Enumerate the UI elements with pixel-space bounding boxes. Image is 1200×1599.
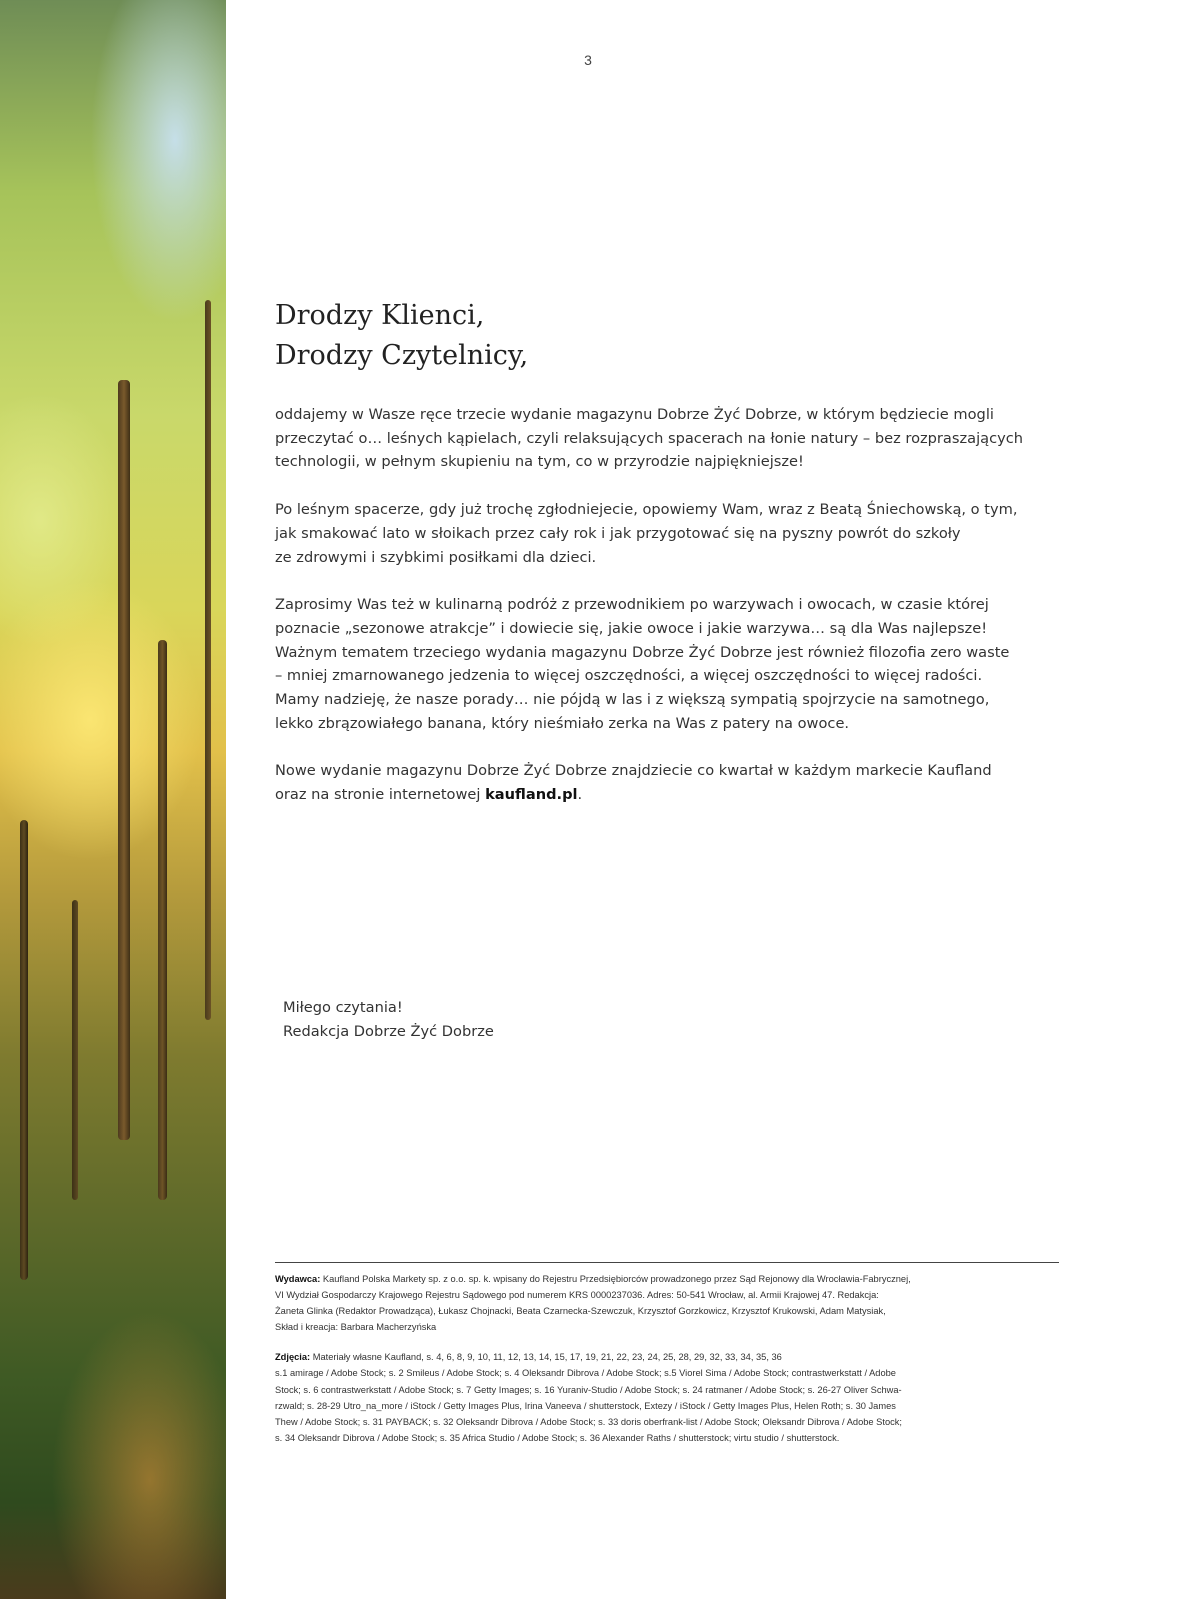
publisher-text: Kaufland Polska Markety sp. z o.o. sp. k. wpisany do Rejestru Przedsiębiorców prowadzonego przez Sąd Rejonowy dla Wrocławia-Fabrycznej, — [320, 1274, 911, 1284]
forest-photo — [0, 0, 226, 1599]
text-line: – mniej zmarnowanego jedzenia to więcej oszczędności, a więcej oszczędności to więcej radości. — [275, 667, 983, 685]
text-line: Thew / Adobe Stock; s. 31 PAYBACK; s. 32 Oleksandr Dibrova / Adobe Stock; s. 33 doris oberfrank-list / Adobe Stock; Oleksandr Dibrova / Adobe Stock; — [275, 1416, 902, 1427]
paragraph — [275, 593, 1065, 735]
closing-punctuation: . — [577, 786, 583, 804]
closing-paragraph — [275, 759, 1065, 806]
tree-trunk — [205, 300, 211, 1020]
tree-trunk — [118, 380, 130, 1140]
text-line: Po leśnym spacerze, gdy już trochę zgłodniejecie, opowiemy Wam, wraz z Beatą Śniechowską, o tym, — [275, 501, 1018, 519]
text-line: poznacie „sezonowe atrakcje” i dowiecie się, jakie owoce i jakie warzywa… są dla Was najlepsze! — [275, 619, 988, 637]
paragraph — [275, 498, 1065, 569]
salutation — [275, 296, 875, 376]
tree-trunk — [158, 640, 167, 1200]
tree-trunk — [20, 820, 28, 1280]
website-link[interactable]: kaufland.pl — [485, 786, 578, 804]
text-line: oddajemy w Wasze ręce trzecie wydanie magazynu Dobrze Żyć Dobrze, w którym będziecie mogli — [275, 406, 994, 423]
text-line — [275, 1271, 1065, 1287]
text-line: przeczytać o… leśnych kąpielach, czyli relaksujących spacerach na łonie natury – bez rozpraszających — [275, 429, 1024, 447]
salutation-line: Drodzy Czytelnicy, — [275, 340, 529, 371]
signature: Redakcja Dobrze Żyć Dobrze — [283, 1022, 494, 1040]
tree-trunk — [72, 900, 78, 1200]
text-line: s.1 amirage / Adobe Stock; s. 2 Smileus / Adobe Stock; s. 4 Oleksandr Dibrova / Adobe Stock; s.5 Viorel Sima / Adobe Stock; contrastwerkstatt / Adobe — [275, 1368, 896, 1379]
text-line: Nowe wydanie magazynu Dobrze Żyć Dobrze znajdziecie co kwartał w każdym markecie Kaufland — [275, 762, 992, 780]
text-line: ze zdrowymi i szybkimi posiłkami dla dzieci. — [275, 548, 597, 566]
text-line: Zaprosimy Was też w kulinarną podróż z przewodnikiem po warzywach i owocach, w czasie której — [275, 596, 989, 614]
publisher-block — [275, 1271, 1065, 1335]
text-line — [275, 1349, 1065, 1365]
text-line: Ważnym tematem trzeciego wydania magazynu Dobrze Żyć Dobrze jest również filozofia zero waste — [275, 643, 1010, 661]
letter-body — [275, 403, 1065, 831]
page-number: 3 — [584, 52, 592, 68]
text-line: VI Wydział Gospodarczy Krajowego Rejestru Sądowego pod numerem KRS 0000237036. Adres: 50-541 Wrocław, al. Armii Krajowej 47. Redakcja: — [275, 1290, 879, 1301]
paragraph — [275, 403, 1065, 474]
text-line: technologii, w pełnym skupieniu na tym, co w przyrodzie najpiękniejsze! — [275, 453, 804, 471]
salutation-line: Drodzy Klienci, — [275, 300, 485, 331]
imprint — [275, 1271, 1065, 1460]
text-line — [275, 783, 1065, 807]
closing-text: oraz na stronie internetowej — [275, 786, 486, 804]
signoff — [283, 996, 683, 1043]
text-line: Żaneta Glinka (Redaktor Prowadząca), Łukasz Chojnacki, Beata Czarnecka-Szewczuk, Krzysztof Gorzkowicz, Krzysztof Krukowski, Adam Matysiak, — [275, 1306, 886, 1317]
text-line: lekko zbrązowiałego banana, który nieśmiało zerka na Was z patery na owoce. — [275, 714, 850, 732]
divider — [275, 1262, 1059, 1263]
publisher-label: Wydawca: — [275, 1274, 321, 1284]
text-line: Stock; s. 6 contrastwerkstatt / Adobe Stock; s. 7 Getty Images; s. 16 Yuraniv-Studio / Adobe Stock; s. 24 ratmaner / Adobe Stock; s. 26-27 Oliver Schwa- — [275, 1384, 902, 1395]
photos-text: Materiały własne Kaufland, s. 4, 6, 8, 9, 10, 11, 12, 13, 14, 15, 17, 19, 21, 22, 23, 24, 25, 28, 29, 32, 33, 34, 35, 36 — [310, 1352, 782, 1363]
text-line: jak smakować lato w słoikach przez cały rok i jak przygotować się na pyszny powrót do szkoły — [275, 524, 961, 542]
text-line: Mamy nadzieję, że nasze porady… nie pójdą w las i z większą sympatią spojrzycie na samotnego, — [275, 691, 990, 709]
photo-credits-block — [275, 1349, 1065, 1446]
text-line: Skład i kreacja: Barbara Macherzyńska — [275, 1322, 437, 1333]
text-line: s. 34 Oleksandr Dibrova / Adobe Stock; s. 35 Africa Studio / Adobe Stock; s. 36 Alexander Raths / shutterstock; virtu studio / shutterstock. — [275, 1432, 840, 1443]
text-line: rzwald; s. 28-29 Utro_na_more / iStock / Getty Images Plus, Irina Vaneeva / shutterstock, Extezy / iStock / Getty Images Plus, Helen Roth; s. 30 James — [275, 1400, 896, 1411]
photos-label: Zdjęcia: — [275, 1352, 311, 1363]
greeting: Miłego czytania! — [283, 999, 403, 1016]
